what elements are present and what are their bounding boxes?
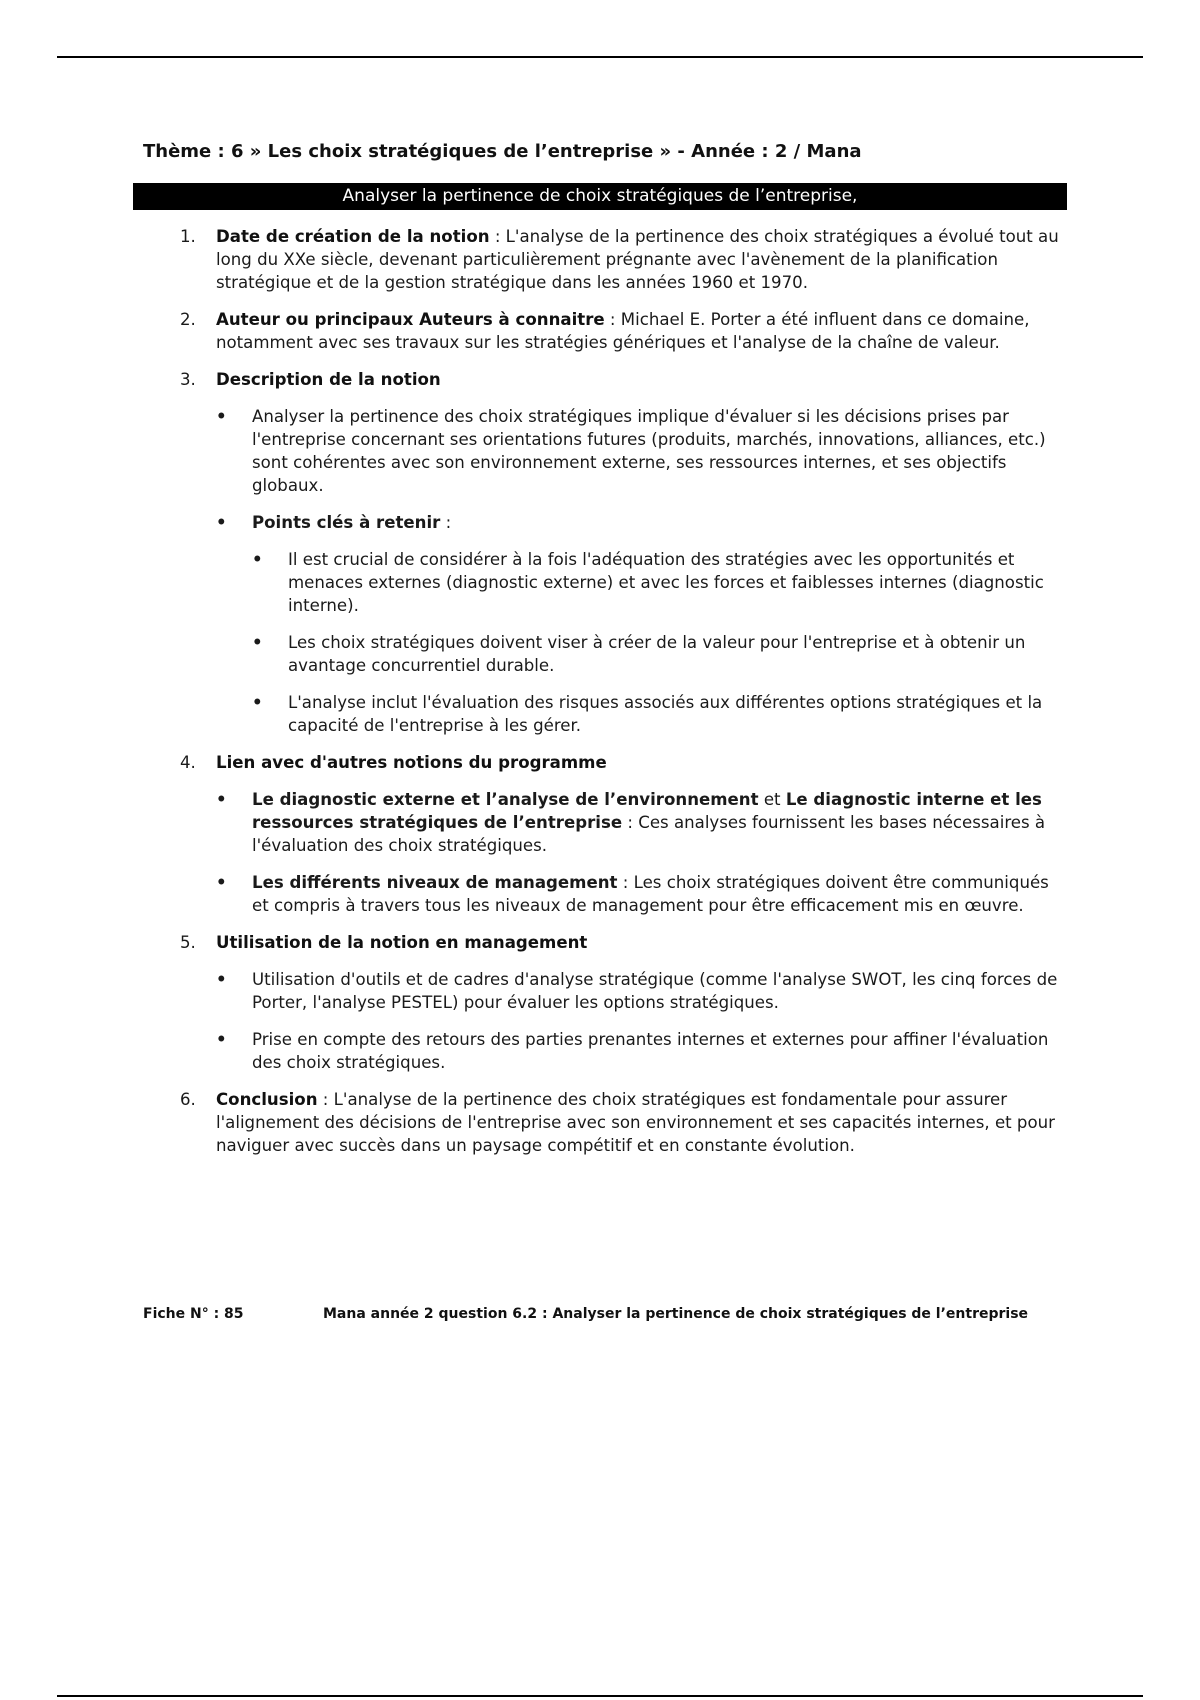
bullet-text: Prise en compte des retours des parties prenantes internes et externes pour affiner l'évaluation des choix stratégiques.: [252, 1030, 1049, 1072]
section-heading: Auteur ou principaux Auteurs à connaitre: [216, 310, 605, 329]
section-number: 6.: [180, 1090, 196, 1109]
bullet-icon: •: [216, 1030, 227, 1049]
section-1: [180, 225, 1070, 294]
section-heading: Utilisation de la notion en management: [216, 933, 588, 952]
bullet-text: Les choix stratégiques doivent viser à créer de la valeur pour l'entreprise et à obtenir un avantage concurrentiel durable.: [288, 633, 1026, 675]
bullet-icon: •: [216, 407, 227, 426]
list-item: [216, 511, 1070, 534]
list-item: [252, 631, 1070, 677]
key-points-list: [252, 548, 1070, 737]
section-number: 5.: [180, 933, 196, 952]
section-number: 4.: [180, 753, 196, 772]
bullet-icon: •: [252, 550, 263, 569]
banner: Analyser la pertinence de choix stratégiques de l’entreprise,: [133, 183, 1067, 210]
section-6: [180, 1088, 1070, 1157]
bullet-icon: •: [252, 693, 263, 712]
document-body: [180, 225, 1070, 1171]
bullet-icon: •: [216, 873, 227, 892]
bullet-text: Utilisation d'outils et de cadres d'analyse stratégique (comme l'analyse SWOT, les cinq forces de Porter, l'analyse PESTEL) pour évaluer les options stratégiques.: [252, 970, 1058, 1012]
footer-sheet-number: Fiche N° : 85: [143, 1306, 244, 1322]
section-4-bullets: [216, 788, 1070, 917]
bullet-heading: Les différents niveaux de management: [252, 873, 618, 892]
list-item: [216, 405, 1070, 497]
bullet-text: :: [440, 513, 452, 532]
section-text: : L'analyse de la pertinence des choix stratégiques est fondamentale pour assurer l'alignement des décisions de l'entreprise avec son environnement et ses capacités internes, et pour naviguer avec succès dans un paysage compétitif et en constante évolution.: [216, 1090, 1055, 1155]
list-item: [252, 691, 1070, 737]
section-heading: Description de la notion: [216, 370, 441, 389]
bullet-text: Il est crucial de considérer à la fois l'adéquation des stratégies avec les opportunités et menaces externes (diagnostic externe) et avec les forces et faiblesses internes (diagnostic interne).: [288, 550, 1044, 615]
bullet-heading: Points clés à retenir: [252, 513, 441, 532]
section-number: 3.: [180, 370, 196, 389]
section-3: [180, 368, 1070, 391]
bullet-text: : Ces analyses fournissent les bases nécessaires à l'évaluation des choix stratégiques.: [252, 813, 1046, 855]
section-text: : Michael E. Porter a été influent dans ce domaine, notamment avec ses travaux sur les stratégies génériques et l'analyse de la chaîne de valeur.: [216, 310, 1030, 352]
list-item: [216, 871, 1070, 917]
list-item: [216, 968, 1070, 1014]
section-2: [180, 308, 1070, 354]
section-5: [180, 931, 1070, 954]
list-item: [216, 788, 1070, 857]
bullet-text: et: [758, 790, 786, 809]
bullet-icon: •: [216, 790, 227, 809]
bullet-icon: •: [216, 513, 227, 532]
section-text: : L'analyse de la pertinence des choix stratégiques a évolué tout au long du XXe siècle, devenant particulièrement prégnante avec l'avènement de la planification stratégique et de la gestion stratégique dans les années 1960 et 1970.: [216, 227, 1059, 292]
bottom-rule: [57, 1695, 1143, 1697]
bullet-text: L'analyse inclut l'évaluation des risques associés aux différentes options stratégiques et la capacité de l'entreprise à les gérer.: [288, 693, 1043, 735]
bullet-text: Analyser la pertinence des choix stratégiques implique d'évaluer si les décisions prises par l'entreprise concernant ses orientations futures (produits, marchés, innovations, alliances, etc.) sont cohérentes avec son environnement externe, ses ressources internes, et ses objectifs globaux.: [252, 407, 1046, 495]
bullet-icon: •: [252, 633, 263, 652]
section-4: [180, 751, 1070, 774]
section-heading: Date de création de la notion: [216, 227, 490, 246]
page-title: Thème : 6 » Les choix stratégiques de l’entreprise » - Année : 2 / Mana: [143, 141, 862, 162]
section-3-bullets: [216, 405, 1070, 737]
section-number: 2.: [180, 310, 196, 329]
section-number: 1.: [180, 227, 196, 246]
footer-question-title: Mana année 2 question 6.2 : Analyser la pertinence de choix stratégiques de l’entreprise: [323, 1306, 1029, 1322]
section-heading: Conclusion: [216, 1090, 318, 1109]
top-rule: [57, 56, 1143, 58]
list-item: [216, 1028, 1070, 1074]
bullet-text: : Les choix stratégiques doivent être communiqués et compris à travers tous les niveaux de management pour être efficacement mis en œuvre.: [252, 873, 1049, 915]
list-item: [252, 548, 1070, 617]
bullet-heading: Le diagnostic interne et les ressources stratégiques de l’entreprise: [252, 790, 1042, 832]
bullet-heading: Le diagnostic externe et l’analyse de l’environnement: [252, 790, 759, 809]
bullet-icon: •: [216, 970, 227, 989]
section-heading: Lien avec d'autres notions du programme: [216, 753, 607, 772]
section-5-bullets: [216, 968, 1070, 1074]
